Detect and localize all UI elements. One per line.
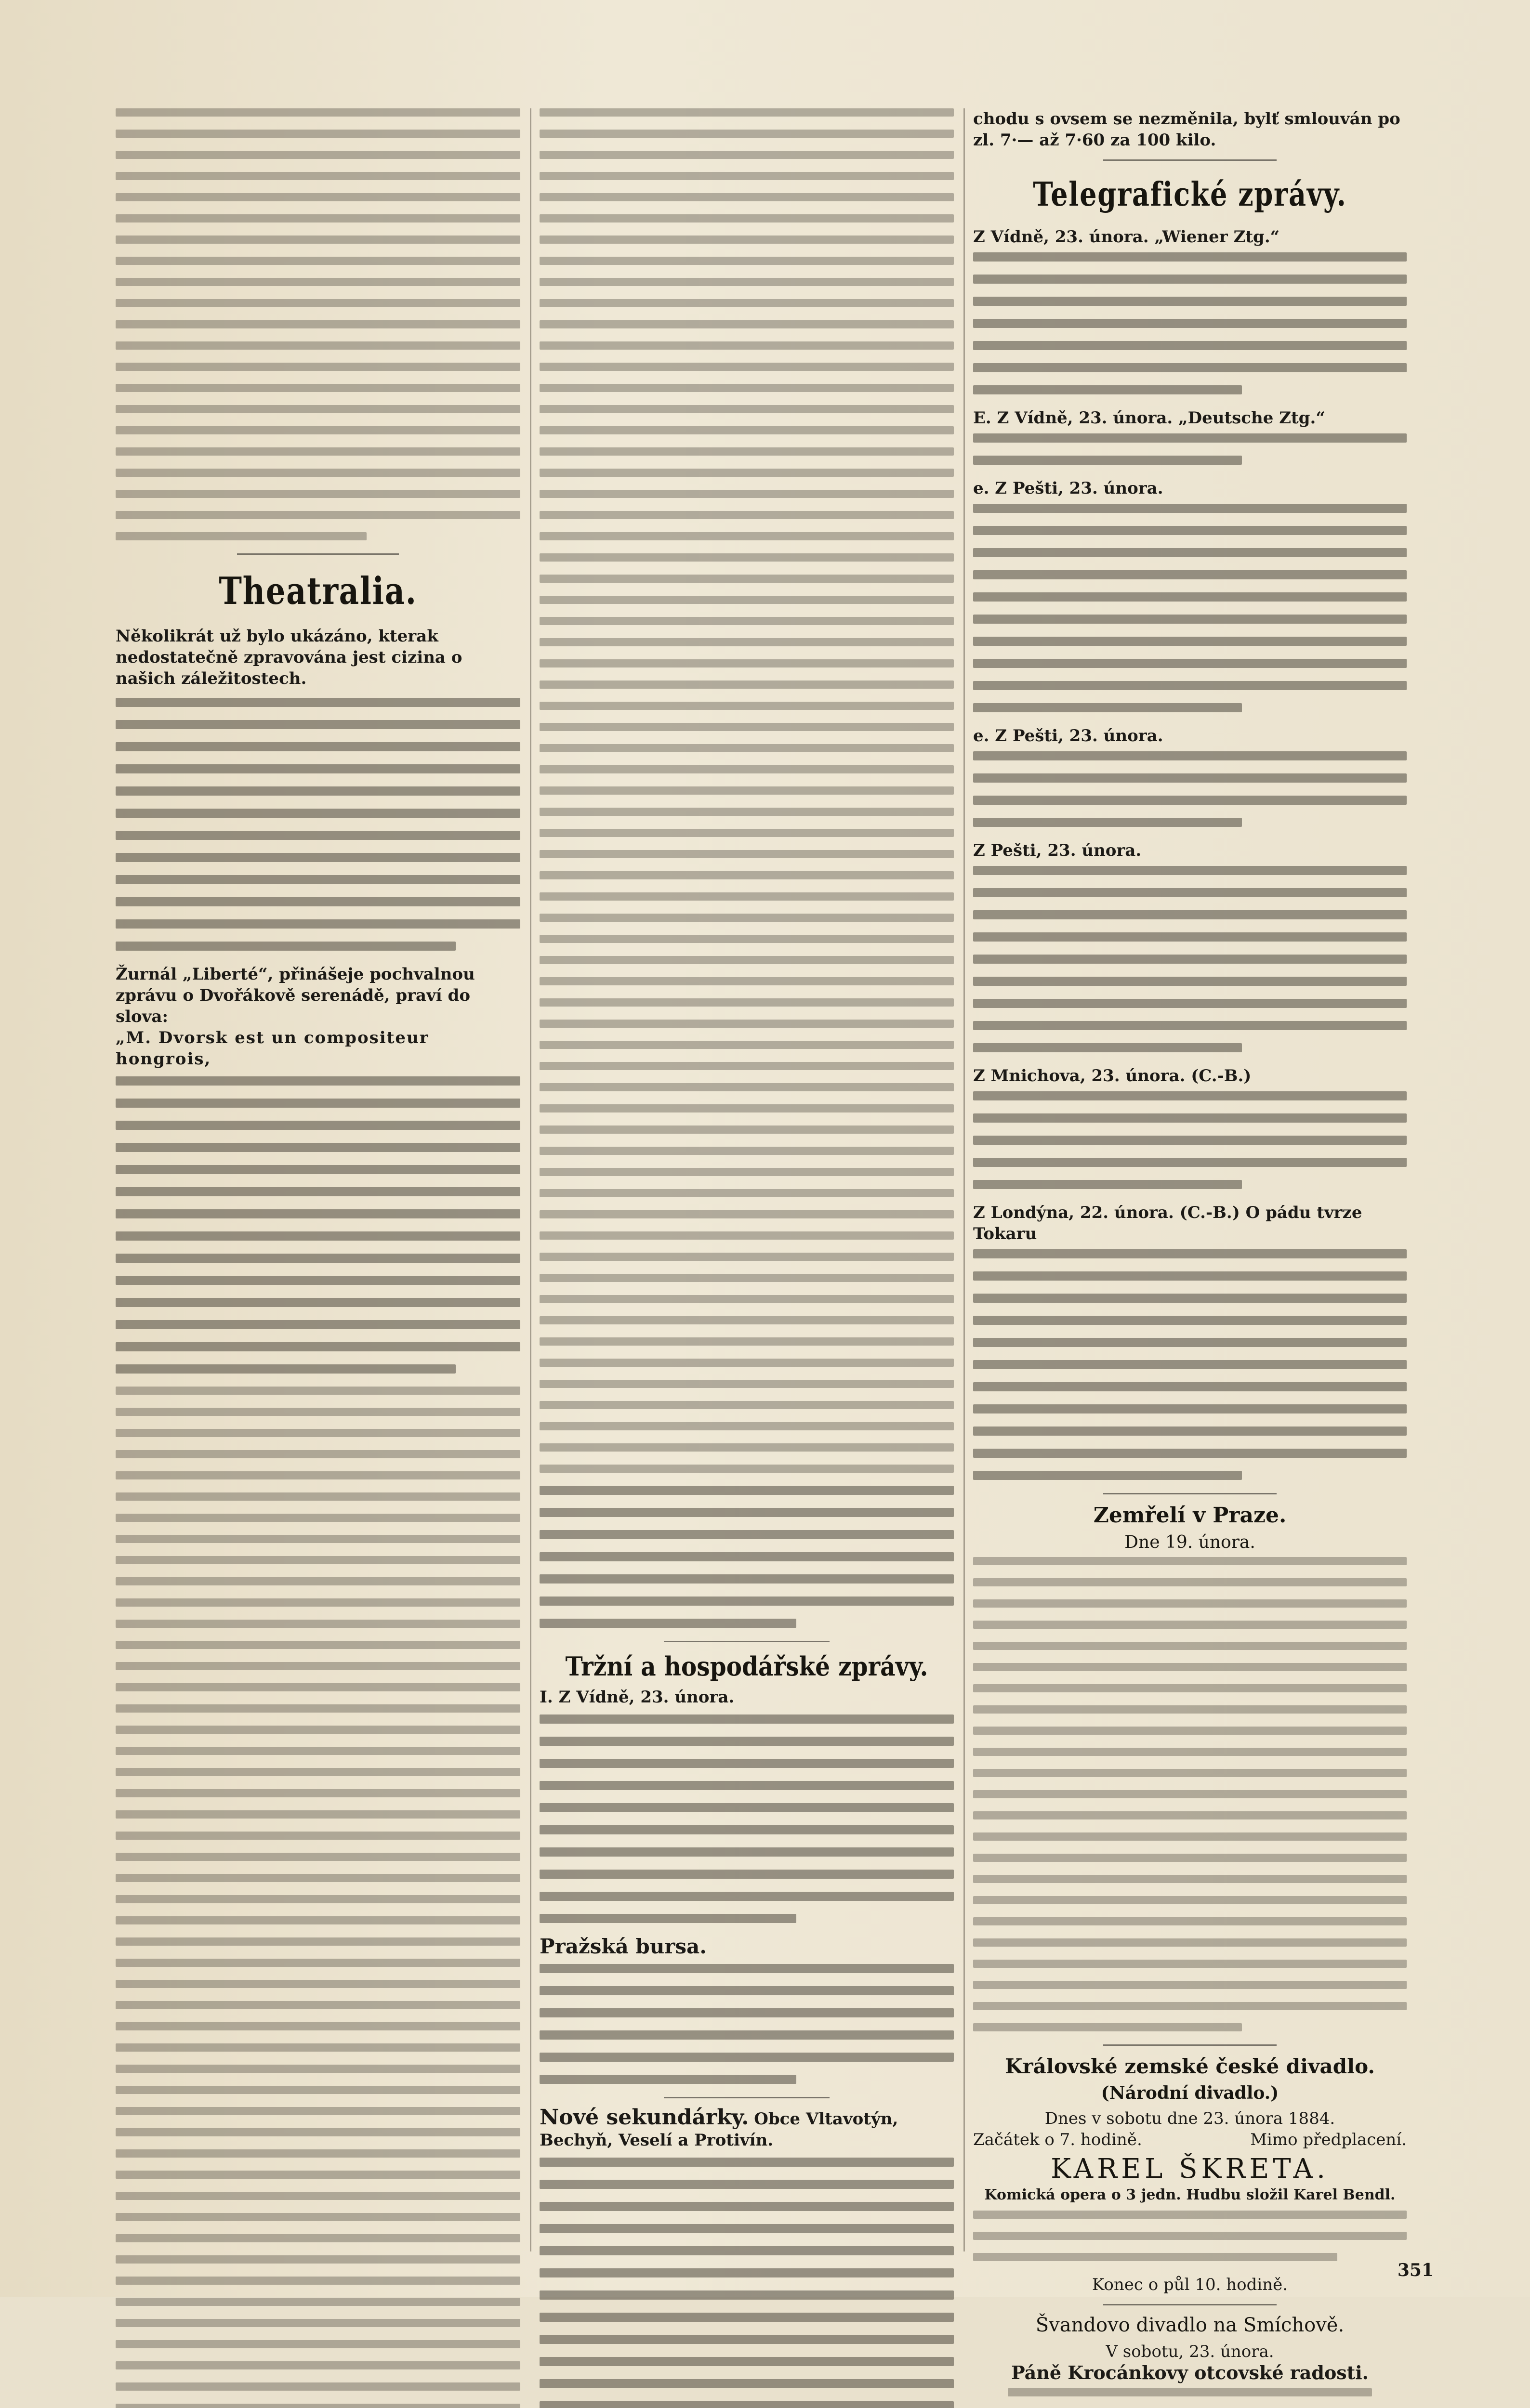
theatre-note: Mimo předplacení. xyxy=(1250,2130,1407,2149)
theatre-date: Dnes v sobotu dne 23. února 1884. xyxy=(1044,2109,1335,2128)
body-text-block xyxy=(540,1964,954,2084)
article-paragraph: Žurnál „Liberté“, přinášeje pochvalnou zprávu o Dvořákově serenádě, praví do slova: xyxy=(116,965,475,1026)
column-3 xyxy=(973,108,1407,2383)
separator xyxy=(237,553,399,555)
nove-sekundarky-title: Nové sekundárky. xyxy=(540,2105,749,2130)
telegram-dateline: Z Vídně, 23. února. „Wiener Ztg.“ xyxy=(973,227,1280,247)
section-heading-telegraficke: Telegrafické zprávy. xyxy=(1033,175,1347,214)
telegram-dateline: e. Z Pešti, 23. února. xyxy=(973,726,1163,746)
theatre-start: Začátek o 7. hodině. xyxy=(973,2130,1142,2149)
column-1 xyxy=(116,108,520,2276)
body-text-block xyxy=(116,108,520,540)
body-text-block xyxy=(116,1076,520,2408)
section-subheading: (Národní divadlo.) xyxy=(1101,2083,1279,2103)
section-heading-svandovo: Švandovo divadlo na Smíchově. xyxy=(1035,2314,1345,2336)
article-quote: „M. Dvorsk est un compositeur hongrois, xyxy=(116,1028,429,1069)
article-lead: Obce Vltavotýn, Bechyň, Veselí a Protivín. xyxy=(540,2109,898,2150)
separator xyxy=(1103,2044,1277,2046)
body-text-block xyxy=(973,504,1407,712)
body-text-block xyxy=(116,698,520,951)
body-text-block xyxy=(973,866,1407,1052)
subsection-title xyxy=(540,2107,954,2151)
body-text-block xyxy=(973,2388,1407,2396)
telegram-dateline: Z Mnichova, 23. února. (C.-B.) xyxy=(973,1066,1252,1086)
body-text-block xyxy=(973,751,1407,827)
opera-description: Komická opera o 3 jedn. Hudbu složil Karel Bendl. xyxy=(984,2186,1396,2203)
body-text-block xyxy=(973,1249,1407,1480)
section-heading-kralovske-divadlo: Královské zemské české divadlo. xyxy=(1005,2055,1375,2078)
telegram-dateline: E. Z Vídně, 23. února. „Deutsche Ztg.“ xyxy=(973,408,1325,428)
svand-date: V sobotu, 23. února. xyxy=(1106,2342,1274,2361)
separator xyxy=(664,2097,830,2098)
telegram-dateline: e. Z Pešti, 23. února. xyxy=(973,479,1163,498)
separator xyxy=(1103,159,1277,161)
body-text-block xyxy=(973,1091,1407,1189)
continued-text: chodu s ovsem se nezměnila, bylť smlouván po zl. 7·— až 7·60 za 100 kilo. xyxy=(973,109,1400,150)
column-rule-2 xyxy=(963,108,965,2251)
column-rule-1 xyxy=(530,108,531,2251)
section-subheading: Dne 19. února. xyxy=(1124,1532,1255,1552)
svand-play: Páně Krocánkovy otcovské radosti. xyxy=(1011,2362,1369,2383)
body-text-block xyxy=(540,2158,954,2408)
separator xyxy=(664,1641,830,1642)
body-text-block xyxy=(973,1557,1407,2031)
telegram-dateline: Z Londýna, 22. února. (C.-B.) O pádu tvrze Tokaru xyxy=(973,1203,1362,1243)
section-heading-trzni-zpravy: Tržní a hospodářské zprávy. xyxy=(565,1651,928,1682)
body-text-block xyxy=(540,108,954,1628)
opera-title: KAREL ŠKRETA. xyxy=(1051,2153,1329,2185)
separator xyxy=(1103,1493,1277,1494)
dateline: I. Z Vídně, 23. února. xyxy=(540,1688,735,1707)
body-text-block xyxy=(973,252,1407,394)
telegram-dateline: Z Pešti, 23. února. xyxy=(973,841,1142,860)
opera-end: Konec o půl 10. hodině. xyxy=(1092,2275,1288,2294)
body-text-block xyxy=(540,1714,954,1923)
article-lead: Několikrát už bylo ukázáno, kterak nedostatečně zpravována jest cizina o našich záležitostech. xyxy=(116,627,462,688)
subsection-title: Pražská bursa. xyxy=(540,1935,707,1958)
column-2 xyxy=(540,108,954,2276)
body-text-block xyxy=(973,433,1407,465)
section-heading-theatralia: Theatralia. xyxy=(219,569,417,613)
page-number: 351 xyxy=(1397,2260,1434,2280)
body-text-block xyxy=(973,2211,1407,2261)
separator xyxy=(1103,2304,1277,2305)
section-heading-zemreli: Zemřelí v Praze. xyxy=(1093,1503,1287,1528)
theatre-times xyxy=(973,2129,1407,2150)
